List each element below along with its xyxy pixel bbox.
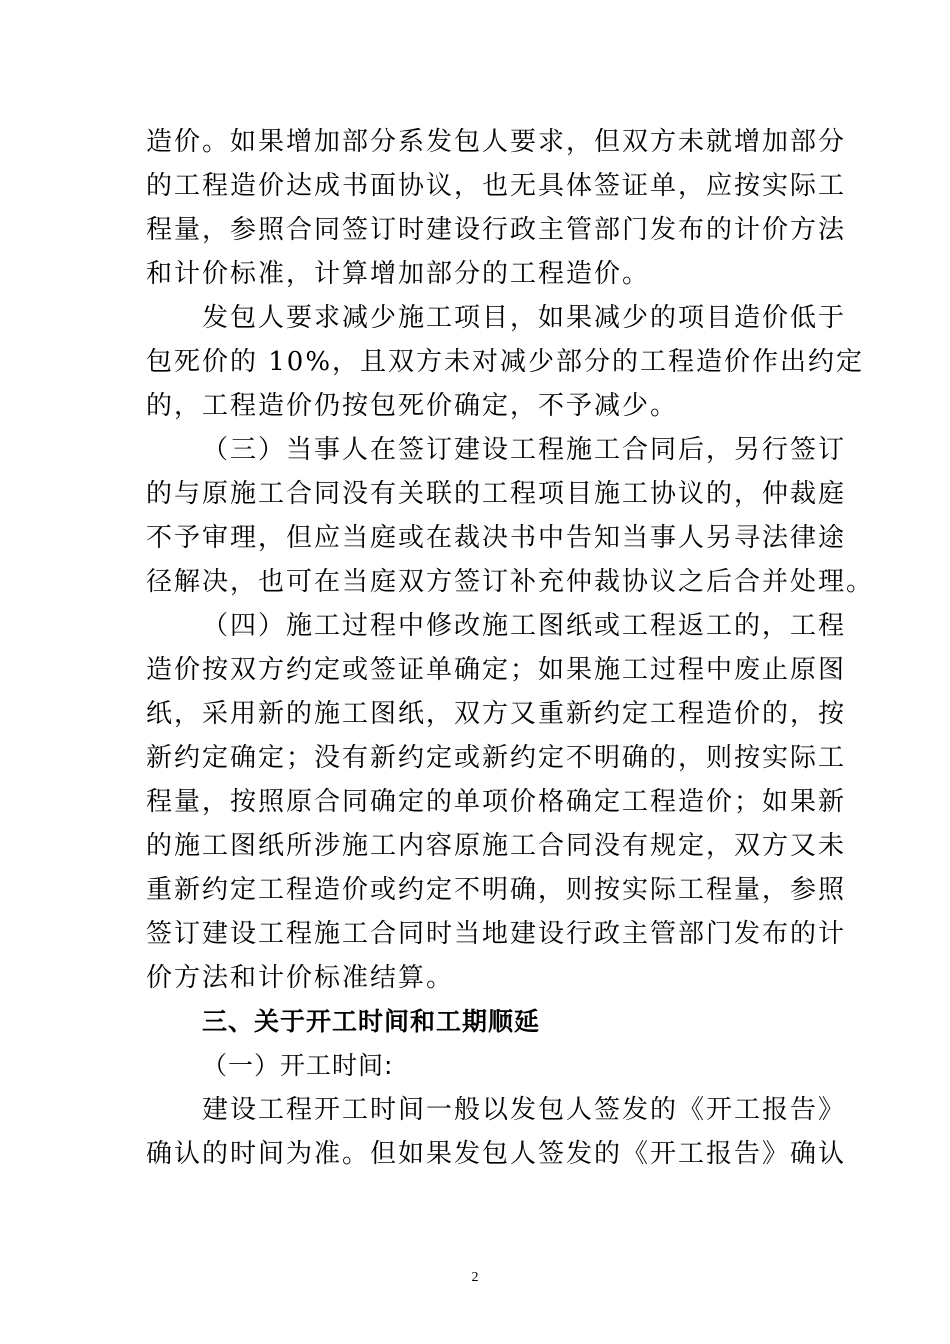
text-line: 和计价标准，计算增加部分的工程造价。	[146, 259, 651, 289]
text-line: 纸，采用新的施工图纸，双方又重新约定工程造价的，按	[146, 699, 847, 729]
subsection-heading: （一）开工时间:	[202, 1051, 394, 1080]
document-body	[146, 120, 875, 1176]
text-line: 造价。如果增加部分系发包人要求，但双方未就增加部分	[146, 127, 847, 157]
text-line: 签订建设工程施工合同时当地建设行政主管部门发布的计	[146, 919, 847, 949]
paragraph-cost-increase	[146, 120, 847, 296]
text-line: 程量，按照原合同确定的单项价格确定工程造价；如果新	[146, 787, 847, 817]
text-line: 重新约定工程造价或约定不明确，则按实际工程量，参照	[146, 875, 847, 905]
text-line: （四）施工过程中修改施工图纸或工程返工的，工程	[202, 611, 847, 641]
text-line: 确认的时间为准。但如果发包人签发的《开工报告》确认	[146, 1139, 847, 1169]
text-line: （三）当事人在签订建设工程施工合同后，另行签订	[202, 435, 847, 465]
text-line: 新约定确定；没有新约定或新约定不明确的，则按实际工	[146, 743, 847, 773]
text-line: 造价按双方约定或签证单确定；如果施工过程中废止原图	[146, 655, 847, 685]
text-line: 包死价的 10%，且双方未对减少部分的工程造价作出约定	[146, 347, 865, 377]
text-line: 价方法和计价标准结算。	[146, 963, 455, 993]
text-line: 的，工程造价仍按包死价确定，不予减少。	[146, 391, 679, 421]
text-line: 发包人要求减少施工项目，如果减少的项目造价低于	[202, 303, 847, 333]
text-line: 径解决，也可在当庭双方签订补充仲裁协议之后合并处理。	[146, 567, 875, 597]
text-line: 的与原施工合同没有关联的工程项目施工协议的，仲裁庭	[146, 479, 847, 509]
text-line: 的工程造价达成书面协议，也无具体签证单，应按实际工	[146, 171, 847, 201]
text-line: 不予审理，但应当庭或在裁决书中告知当事人另寻法律途	[146, 523, 847, 553]
paragraph-start-time	[146, 1088, 847, 1176]
paragraph-item-four	[146, 604, 847, 1000]
page-number: 2	[471, 1270, 479, 1285]
section-heading: 三、关于开工时间和工期顺延	[202, 1007, 541, 1036]
paragraph-item-three	[146, 428, 875, 604]
text-line: 的施工图纸所涉施工内容原施工合同没有规定，双方又未	[146, 831, 847, 861]
text-line: 建设工程开工时间一般以发包人签发的《开工报告》	[202, 1095, 847, 1125]
paragraph-cost-decrease	[146, 296, 865, 428]
text-line: 程量，参照合同签订时建设行政主管部门发布的计价方法	[146, 215, 847, 245]
